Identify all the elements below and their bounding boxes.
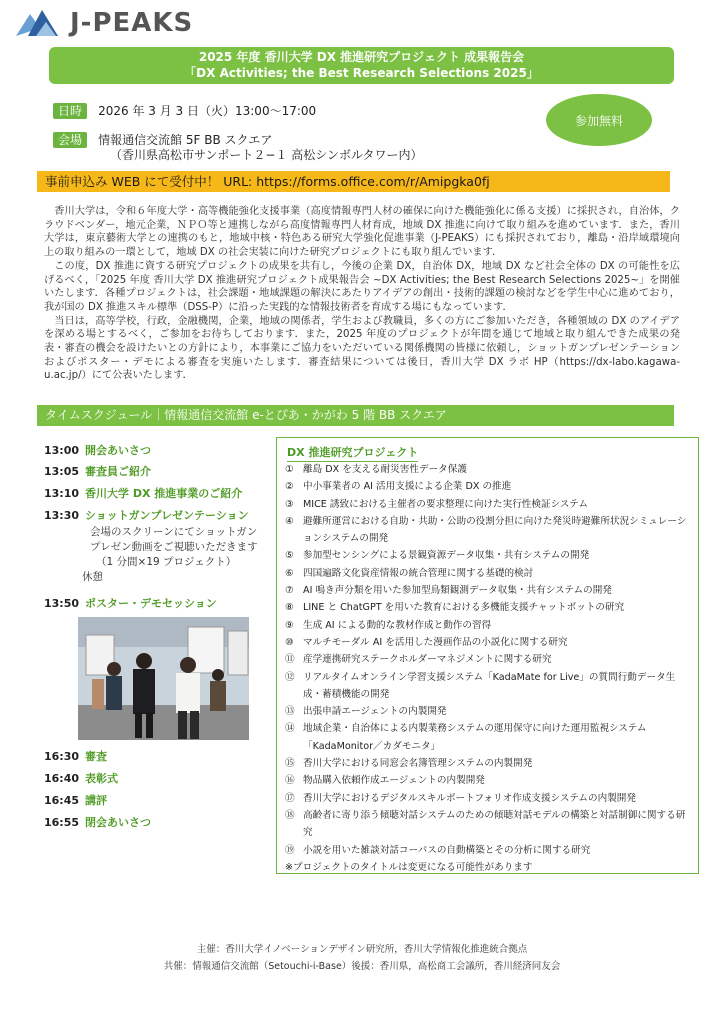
project-number: ⑫ <box>285 671 295 683</box>
project-title: 小説を用いた雑談対話コーパスの自動構築とその分析に関する研究 <box>303 844 591 856</box>
project-number: ② <box>285 481 294 493</box>
schedule-time: 16:45 <box>44 794 80 807</box>
project-item <box>285 634 690 651</box>
shotgun-note <box>82 525 258 585</box>
mountain-logo-icon <box>14 6 62 42</box>
project-number: ⑱ <box>285 809 295 821</box>
project-number: ④ <box>285 515 294 527</box>
project-title: 高齢者に寄り添う傾聴対話システムのための傾聴対話モデルの構築と対話制御に関する研究 <box>303 809 686 839</box>
schedule-label: ポスター・デモセッション <box>85 597 217 610</box>
project-title: マルチモーダル AI を活用した漫画作品の小説化に関する研究 <box>303 636 568 648</box>
schedule-time: 13:50 <box>44 597 80 610</box>
project-title: MICE 誘致における主催者の要求整理に向けた実行性検証システム <box>303 498 588 510</box>
schedule-label: 審査員ご紹介 <box>85 465 152 478</box>
project-title: リアルタイムオンライン学習支援システム「KadaMate for Live」の質問行動データ生成・蓄積機能の開発 <box>303 671 676 700</box>
schedule-label: ショットガンプレゼンテーション <box>85 509 249 522</box>
timetable-bar: タイムスクジュール｜情報通信交流館 e-とぴあ・かがわ 5 階 BB スクエア <box>37 405 674 426</box>
project-number: ⑤ <box>285 550 294 562</box>
schedule-label: 講評 <box>85 794 108 807</box>
project-item <box>285 703 690 720</box>
project-item <box>285 790 690 807</box>
project-item <box>285 651 690 668</box>
project-number: ⑨ <box>285 619 294 631</box>
project-number: ⑯ <box>285 775 295 787</box>
note-line: プレゼン動画をご視聴いただきます <box>90 541 258 553</box>
project-item <box>285 842 690 859</box>
schedule-item <box>44 595 217 611</box>
schedule-item <box>44 792 107 808</box>
note-line: （1 分間×19 プロジェクト） <box>96 556 237 568</box>
date-row <box>53 100 316 119</box>
free-badge: 参加無料 <box>546 94 652 146</box>
project-number: ⑥ <box>285 567 294 579</box>
project-number: ⑭ <box>285 723 295 735</box>
schedule-label: 表彰式 <box>85 772 119 785</box>
project-item <box>285 461 690 478</box>
break-label: 休憩 <box>82 571 103 583</box>
date-text: 2026 年 3 月 3 日（火）13:00〜17:00 <box>98 104 317 118</box>
project-item <box>285 669 690 704</box>
project-number: ⑲ <box>285 844 295 856</box>
project-title: 避難所運営における自助・共助・公助の役割分担に向けた発災時避難所状況シミュレーションシステムの開発 <box>303 515 687 545</box>
schedule-time: 13:30 <box>44 509 80 522</box>
project-title: 中小事業者の AI 活用支援による企業 DX の推進 <box>303 481 512 493</box>
project-title: LINE と ChatGPT を用いた教育における多機能支援チャットボットの研究 <box>303 602 625 614</box>
projects-box <box>276 437 699 874</box>
schedule-label: 開会あいさつ <box>85 444 152 457</box>
project-item <box>285 565 690 582</box>
poster-session-photo <box>78 617 249 740</box>
paragraph: 香川大学は，令和６年度大学・高等機能強化支援事業（高度情報専門人材の確保に向けた機能強化に係る支援）に採択され，自治体，クラウドベンダー，地元企業，ＮＰＯ等と連携しながら高度情報専門人材育成，地域 DX 推進に向けて取り組みを進めています．また，香川大学は，東京藝術大学との連携のもと，地域中核・特色ある研究大学強化促進事業（J-PEAKS）にも採択されており，離島・沿岸域環境向上の取り組みの一環として，地域 DX の社会実装に向けた研究プロジェクトにも取り組んでいます． <box>44 206 680 259</box>
organizer-line: 主催：香川大学イノベーションデザイン研究所，香川大学情報化推進統合拠点 <box>196 944 528 955</box>
schedule-item <box>44 770 118 786</box>
schedule-label: 閉会あいさつ <box>85 816 152 829</box>
schedule-time: 16:40 <box>44 772 80 785</box>
project-title: 生成 AI による動的な教材作成と動作の習得 <box>303 619 492 631</box>
project-item <box>285 720 690 755</box>
schedule-time: 13:10 <box>44 487 80 500</box>
project-title: 四国遍路文化資産情報の統合管理に関する基礎的検討 <box>303 567 534 579</box>
project-title: 離島 DX を支える耐災害性データ保護 <box>303 464 467 475</box>
project-number: ③ <box>285 498 294 510</box>
registration-bar[interactable]: 事前申込み WEB にて受付中！ URL: https://forms.office.com/r/Amipgka0fj <box>37 171 670 192</box>
schedule-item <box>44 814 151 830</box>
schedule-item <box>44 748 107 764</box>
photo-image <box>78 617 249 740</box>
projects-title: DX 推進研究プロジェクト <box>287 444 418 462</box>
schedule-item <box>44 485 242 501</box>
project-title: 地域企業・自治体による内製業務システムの運用保守に向けた運用監視システム 「KadaMonitor／カダモニタ」 <box>303 723 647 752</box>
intro-text <box>44 205 680 383</box>
note-line: 会場のスクリーンにてショットガン <box>90 526 258 538</box>
project-title: 香川大学におけるデジタルスキルポートフォリオ作成支援システムの内製開発 <box>303 792 636 804</box>
schedule-time: 13:00 <box>44 444 80 457</box>
paragraph: この度，DX 推進に資する研究プロジェクトの成果を共有し，今後の企業 DX，自治体 DX，地域 DX など社会全体の DX の可能性を広げるべく，「2025 年度 香川大学 DX 推進研究プロジェクト成果報告会 ~DX Activities; the Best Research Selections 2025~」を開催いたします．各種プロジェクトは，社会課題・地域課題の解決にあたりアイデアの創出・技術的課題の検討などを学生中心に進めており，我が国の DX 推進スキル標準（DSS-P）に沿った実践的な情報技術者を育成する場にもなっています． <box>44 260 680 313</box>
venue-name: 情報通信交流館 5F BB スクエア <box>98 133 273 147</box>
projects-note: ※プロジェクトのタイトルは変更になる可能性があります <box>285 861 533 873</box>
project-item <box>285 807 690 842</box>
schedule-item <box>44 463 151 479</box>
project-number: ⑬ <box>285 706 295 718</box>
projects-list <box>285 461 690 876</box>
project-number: ① <box>285 464 294 475</box>
title-banner <box>49 47 674 84</box>
project-title: 参加型センシングによる景観資源データ収集・共有システムの開発 <box>303 550 590 562</box>
schedule-time: 16:30 <box>44 750 80 763</box>
project-item <box>285 496 690 513</box>
schedule-time: 16:55 <box>44 816 80 829</box>
project-title: 物品購入依頼作成エージェントの内製開発 <box>303 775 485 787</box>
project-number: ⑦ <box>285 585 294 597</box>
project-item <box>285 617 690 634</box>
logo-text: J-PEAKS <box>70 8 194 38</box>
project-title: 香川大学における同窓会名簿管理システムの内製開発 <box>303 758 533 770</box>
venue-tag: 会場 <box>53 132 87 148</box>
j-peaks-logo <box>14 6 214 42</box>
project-item <box>285 582 690 599</box>
project-item <box>285 599 690 616</box>
project-item <box>285 478 690 495</box>
schedule-label: 審査 <box>85 750 108 763</box>
banner-subtitle: 「DX Activities; the Best Research Selections 2025」 <box>184 66 539 80</box>
project-number: ⑪ <box>285 654 295 666</box>
date-tag: 日時 <box>53 103 87 119</box>
project-item <box>285 772 690 789</box>
project-number: ⑰ <box>285 792 295 804</box>
schedule-item <box>44 507 249 523</box>
project-title: AI 鳴き声分類を用いた参加型鳥類観測データ収集・共有システムの開発 <box>303 585 612 597</box>
paragraph: 当日は，高等学校，行政，金融機関，企業，地域の関係者，学生および教職員，多くの方にご参加いただき，各種領域の DX のアイデアを深める場とするべく，ご参加をお待ちしております．また，2025 年度のプロジェクトが年間を通じて地域と取り組んできた成果の発表・審査の機会を設けたいとの方針により，本事業にご協力をいただいている関係機関の皆様に依頼し，ショットガンプレゼンテーションおよびポスター・デモによる審査を実施いたします．審査結果については後日，香川大学 DX ラボ HP（https://dx-labo.kagawa-u.ac.jp/）にて公表いたします． <box>44 315 680 382</box>
project-number: ⑧ <box>285 602 294 614</box>
project-item <box>285 547 690 564</box>
project-title: 出張申請エージェントの内製開発 <box>303 706 447 718</box>
schedule-item <box>44 442 151 458</box>
project-title: 産学連携研究ステークホルダーマネジメントに関する研究 <box>303 654 552 666</box>
project-number: ⑩ <box>285 636 294 648</box>
cosponsor-line: 共催：情報通信交流館（Setouchi-i-Base）後援：香川県，高松商工会議所，香川経済同友会 <box>163 961 561 972</box>
schedule-time: 13:05 <box>44 465 80 478</box>
project-number: ⑮ <box>285 758 295 770</box>
schedule-label: 香川大学 DX 推進事業のご紹介 <box>85 487 243 500</box>
project-item <box>285 755 690 772</box>
banner-title: 2025 年度 香川大学 DX 推進研究プロジェクト 成果報告会 <box>198 50 525 64</box>
venue-address: （香川県高松市サンポート２−１ 高松シンボルタワー内） <box>110 148 423 162</box>
project-item <box>285 513 690 548</box>
